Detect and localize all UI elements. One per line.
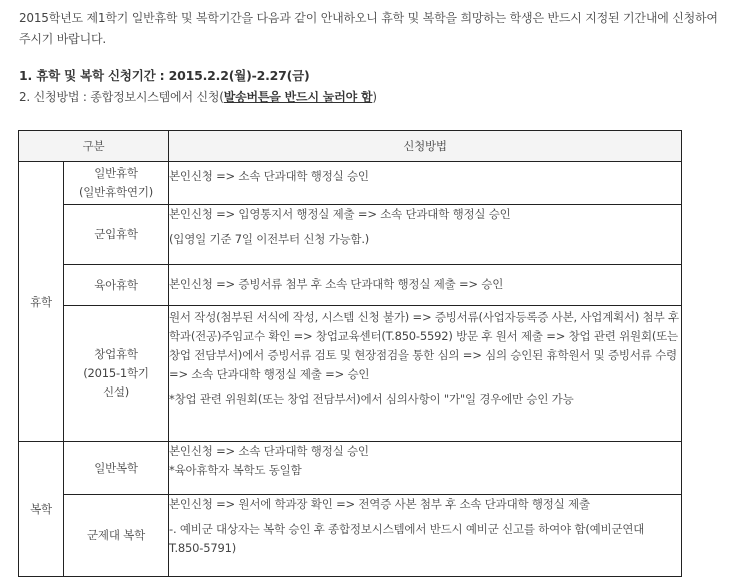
military-return-method-line: 본인신청 => 원서에 학과장 확인 => 전역증 사본 첨부 후 소속 단과대학 행정실 제출	[169, 497, 590, 511]
military-leave-note: (입영일 기준 7일 이전부터 신청 가능함.)	[169, 232, 370, 246]
general-leave-label: 일반휴학	[94, 166, 138, 180]
military-return-label: 군제대 복학	[64, 495, 169, 577]
header-category: 구분	[19, 131, 169, 162]
military-leave-method	[169, 205, 682, 265]
table-row	[19, 306, 682, 442]
application-method-emphasis: 발송버튼을 반드시 눌러야 함	[223, 90, 373, 104]
startup-leave-method	[169, 306, 682, 442]
general-return-label: 일반복학	[64, 442, 169, 495]
startup-leave-sublabel-2: 신설)	[102, 385, 130, 399]
general-return-method	[169, 442, 682, 495]
military-return-note: -. 예비군 대상자는 복학 승인 후 종합정보시스템에서 반드시 예비군 신고를 하여야 함(예비군연대 T.850-5791)	[169, 522, 645, 555]
general-return-note: *육아휴학자 복학도 동일함	[169, 463, 302, 477]
startup-leave-sublabel: (2015-1학기	[83, 366, 149, 380]
header-method: 신청방법	[169, 131, 682, 162]
military-leave-method-line: 본인신청 => 입영통지서 행정실 제출 => 소속 단과대학 행정실 승인	[169, 207, 511, 221]
general-return-method-line: 본인신청 => 소속 단과대학 행정실 승인	[169, 444, 369, 458]
application-method	[19, 89, 377, 105]
startup-leave-note: *창업 관련 위원회(또는 창업 전담부서)에서 심의사항이 "가"일 경우에만 승인 가능	[169, 392, 574, 406]
military-return-method	[169, 495, 682, 577]
table-row	[19, 162, 682, 205]
intro-paragraph: 2015학년도 제1학기 일반휴학 및 복학기간을 다음과 같이 안내하오니 휴학 및 복학을 희망하는 학생은 반드시 지정된 기간내에 신청하여 주시기 바랍니다.	[19, 11, 718, 46]
application-method-suffix: )	[372, 90, 377, 104]
row-label-startup-leave	[64, 306, 169, 442]
general-leave-sublabel: (일반휴학연기)	[78, 185, 154, 199]
row-label-general-leave	[64, 162, 169, 205]
startup-leave-method-text: 원서 작성(첨부된 서식에 작성, 시스템 신청 불가) => 증빙서류(사업자등록증 사본, 사업계획서) 첨부 후 학과(전공)주임교수 확인 => 창업교육센터(T.850-5592) 방문 후 원서 제출 => 창업 관련 위원회(또는 창업 전담부서)에서 증빙서류 검토 및 현장점검을 통한 심의 => 심의 승인된 휴학원서 및 증빙서류 수령 => 소속 단과대학 행정실 제출 => 승인	[169, 310, 679, 381]
childcare-leave-method: 본인신청 => 증빙서류 첨부 후 소속 단과대학 행정실 제출 => 승인	[169, 265, 682, 306]
childcare-leave-label: 육아휴학	[64, 265, 169, 306]
application-period: 1. 휴학 및 복학 신청기간 : 2015.2.2(월)-2.27(금)	[19, 68, 310, 83]
table-row	[19, 265, 682, 306]
table-row	[19, 442, 682, 495]
group-return: 복학	[19, 442, 64, 577]
startup-leave-label: 창업휴학	[94, 347, 138, 361]
military-leave-label: 군입휴학	[64, 205, 169, 265]
table-row	[19, 205, 682, 265]
application-method-prefix: 2. 신청방법 : 종합정보시스템에서 신청(	[19, 90, 224, 104]
application-table	[18, 130, 682, 577]
table-header-row	[19, 131, 682, 162]
group-leave: 휴학	[19, 162, 64, 442]
table-row	[19, 495, 682, 577]
general-leave-method: 본인신청 => 소속 단과대학 행정실 승인	[169, 162, 682, 205]
